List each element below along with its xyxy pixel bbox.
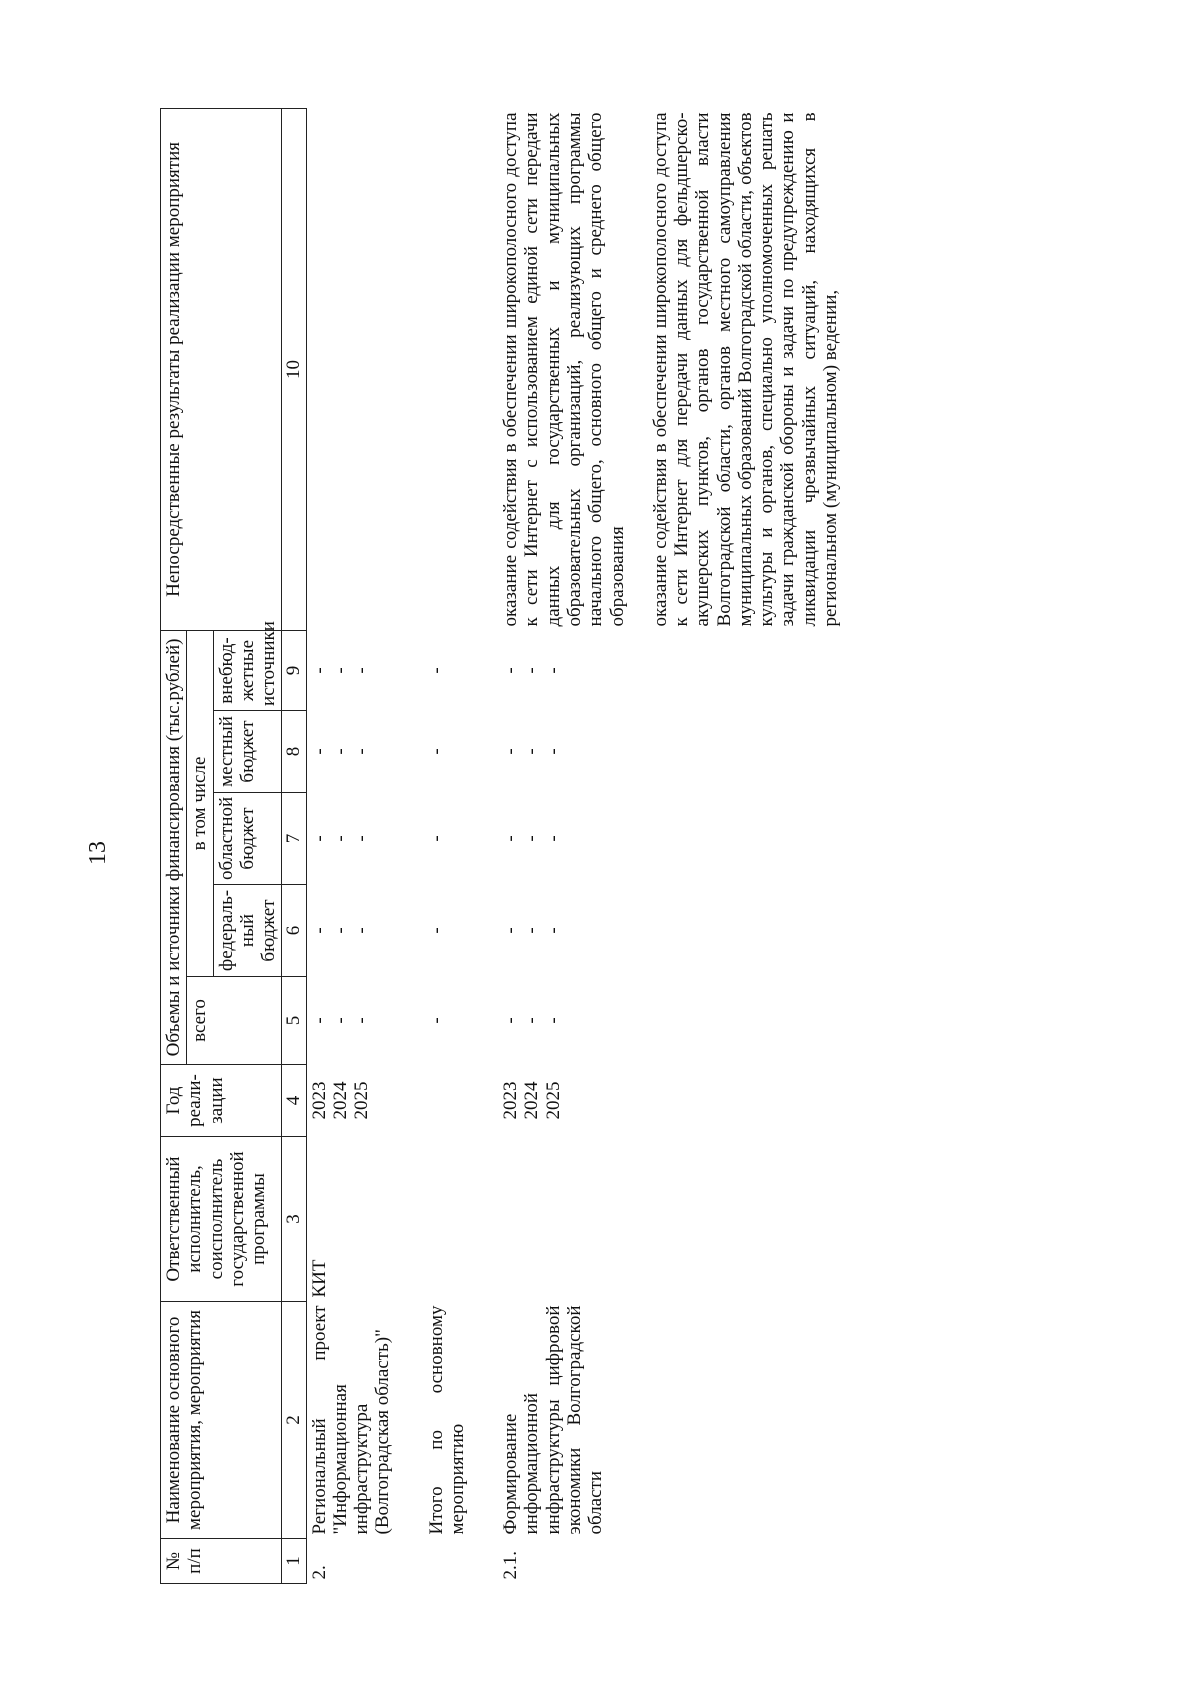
value: -	[425, 1017, 447, 1024]
header-activity-name: Наименование основного мероприятия, мероприятия	[161, 1302, 282, 1539]
regional-values	[498, 793, 843, 885]
extra-values	[306, 630, 396, 710]
table-row	[424, 108, 471, 1583]
federal-values	[306, 885, 396, 977]
year: 2025	[542, 1081, 564, 1120]
year: 2023	[308, 1081, 330, 1120]
column-number: 6	[282, 885, 306, 977]
header-year: Год реали-зации	[161, 1065, 282, 1137]
page-number: 13	[85, 841, 111, 865]
year: 2025	[351, 1081, 373, 1120]
header-extra: внебюд-жетные источники	[213, 630, 282, 710]
years	[498, 1065, 843, 1137]
activity-name: Региональный проект "Информационная инфраструктура (Волгоградская область)"	[308, 1305, 394, 1535]
value: -	[308, 667, 330, 674]
value: -	[425, 748, 447, 755]
regional-values	[424, 793, 471, 885]
value: -	[351, 667, 373, 674]
value: -	[500, 748, 522, 755]
header-results: Непосредственные результаты реализации мероприятия	[161, 108, 282, 630]
local-values	[498, 711, 843, 793]
value: -	[351, 748, 373, 755]
years	[424, 1065, 471, 1137]
program-table	[160, 108, 843, 1584]
column-number: 10	[282, 108, 306, 630]
value: -	[500, 667, 522, 674]
total-values	[306, 977, 396, 1065]
value: -	[500, 835, 522, 842]
row-number: 2.1.	[500, 1551, 522, 1580]
value: -	[521, 667, 543, 674]
value: -	[425, 927, 447, 934]
value: -	[351, 927, 373, 934]
column-number: 5	[282, 977, 306, 1065]
executor: КИТ	[308, 1259, 330, 1298]
column-number: 3	[282, 1137, 306, 1302]
header-including: в том числе	[187, 630, 213, 976]
spacer	[470, 108, 498, 1583]
value: -	[542, 667, 564, 674]
regional-values	[306, 793, 396, 885]
column-number: 4	[282, 1065, 306, 1137]
value: -	[521, 927, 543, 934]
extra-values	[498, 630, 843, 710]
value: -	[329, 748, 351, 755]
header-total: всего	[187, 977, 282, 1065]
years	[306, 1065, 396, 1137]
result-paragraph: оказание содействия в обеспечении широкополосного доступа к сети Интернет для передачи данных для фельдшерско-акушерских пунктов, органов государственной власти Волгоградской области, органов местного самоуправления муниципальных образований Волгоградской области, объектов культуры и органов, специально уполномоченных решать задачи гражданской обороны и задачи по предупреждению и ликвидации чрезвычайных ситуаций, находящихся в региональном (муниципальном) ведении,	[649, 112, 841, 627]
value: -	[329, 927, 351, 934]
value: -	[425, 835, 447, 842]
value: -	[425, 667, 447, 674]
activity-name: Формирование информационной инфраструктуры цифровой экономики Волгоградской области	[500, 1305, 607, 1535]
value: -	[308, 927, 330, 934]
spacer	[396, 108, 424, 1583]
value: -	[542, 1017, 564, 1024]
activity-name: Итого по основному мероприятию	[425, 1305, 468, 1535]
table-row	[498, 108, 843, 1583]
header-number: № п/п	[161, 1539, 282, 1584]
local-values	[306, 711, 396, 793]
executor	[498, 1137, 843, 1302]
value: -	[351, 1017, 373, 1024]
value: -	[500, 927, 522, 934]
column-number: 7	[282, 793, 306, 885]
federal-values	[424, 885, 471, 977]
result	[306, 108, 396, 630]
header-federal: федераль-ный бюджет	[213, 885, 282, 977]
value: -	[521, 748, 543, 755]
header-local: местный бюджет	[213, 711, 282, 793]
total-values	[424, 977, 471, 1065]
value: -	[542, 748, 564, 755]
value: -	[329, 835, 351, 842]
value: -	[329, 667, 351, 674]
column-number: 2	[282, 1302, 306, 1539]
value: -	[500, 1017, 522, 1024]
result	[424, 108, 471, 630]
value: -	[351, 835, 373, 842]
result-paragraph: оказание содействия в обеспечении широкополосного доступа к сети Интернет с использованием единой сети передачи данных для государственных и муниципальных образовательных организаций, реализующих программы начального общего, основного общего и среднего общего образования	[500, 112, 628, 627]
total-values	[498, 977, 843, 1065]
year: 2023	[500, 1081, 522, 1120]
header-executor: Ответственный исполнитель, соисполнитель государственной программы	[161, 1137, 282, 1302]
header-funding: Объемы и источники финансирования (тыс.рублей)	[161, 630, 187, 1064]
column-number: 1	[282, 1539, 306, 1584]
federal-values	[498, 885, 843, 977]
value: -	[308, 835, 330, 842]
row-number: 2.	[308, 1565, 330, 1580]
row-number	[424, 1539, 471, 1584]
extra-values	[424, 630, 471, 710]
year: 2024	[521, 1081, 543, 1120]
result	[498, 108, 843, 630]
value: -	[542, 835, 564, 842]
value: -	[329, 1017, 351, 1024]
value: -	[308, 748, 330, 755]
value: -	[521, 835, 543, 842]
local-values	[424, 711, 471, 793]
header-regional: областной бюджет	[213, 793, 282, 885]
year: 2024	[329, 1081, 351, 1120]
table-row	[306, 108, 396, 1583]
executor	[424, 1137, 471, 1302]
column-number: 9	[282, 630, 306, 710]
value: -	[521, 1017, 543, 1024]
value: -	[542, 927, 564, 934]
value: -	[308, 1017, 330, 1024]
column-number: 8	[282, 711, 306, 793]
